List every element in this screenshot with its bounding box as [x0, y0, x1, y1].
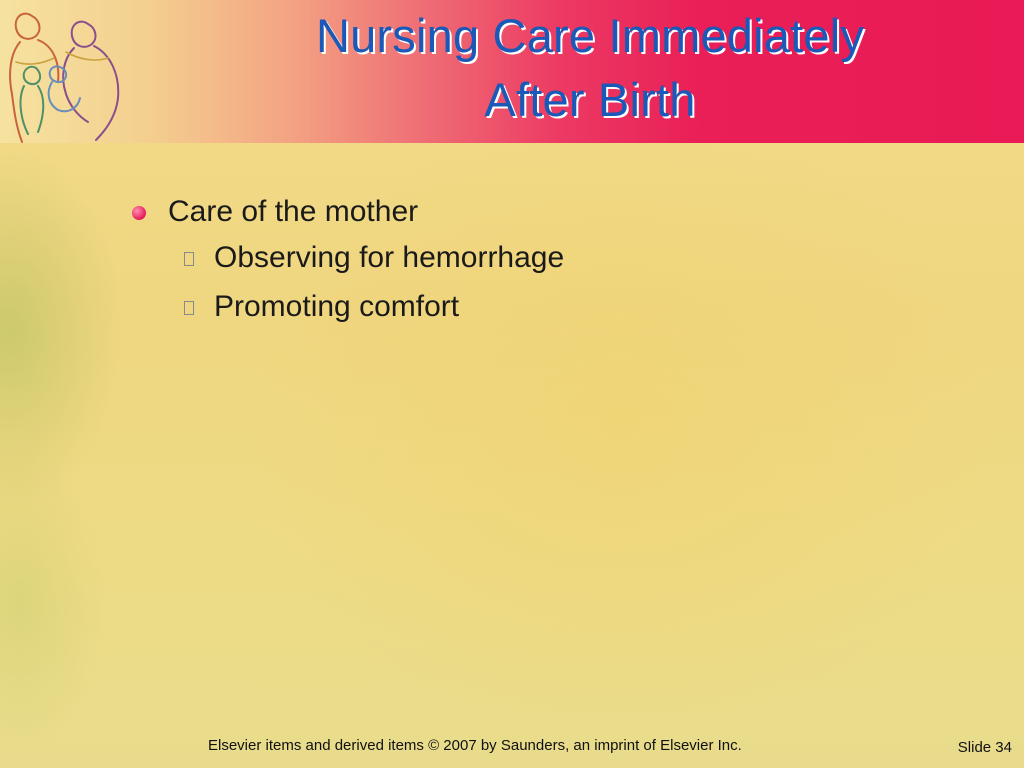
sub-bullet-item [130, 236, 930, 285]
square-bullet-icon [184, 252, 194, 266]
slide-number: Slide 34 [957, 739, 1012, 756]
sub-bullet-item [130, 285, 930, 334]
round-bullet-icon [132, 206, 146, 220]
bullet-text: Care of the mother [168, 195, 419, 228]
slide-content [130, 190, 930, 334]
bullet-item [130, 190, 930, 236]
family-illustration-logo [2, 2, 134, 150]
square-bullet-icon [184, 301, 194, 315]
sub-bullet-text: Promoting comfort [214, 290, 460, 323]
title-line-1: Nursing Care Immediately [315, 9, 865, 62]
slide-title [200, 4, 980, 132]
title-line-2: After Birth [484, 73, 696, 126]
footer-copyright: Elsevier items and derived items © 2007 by Saunders, an imprint of Elsevier Inc. [208, 737, 742, 754]
sub-bullet-text: Observing for hemorrhage [214, 241, 565, 274]
